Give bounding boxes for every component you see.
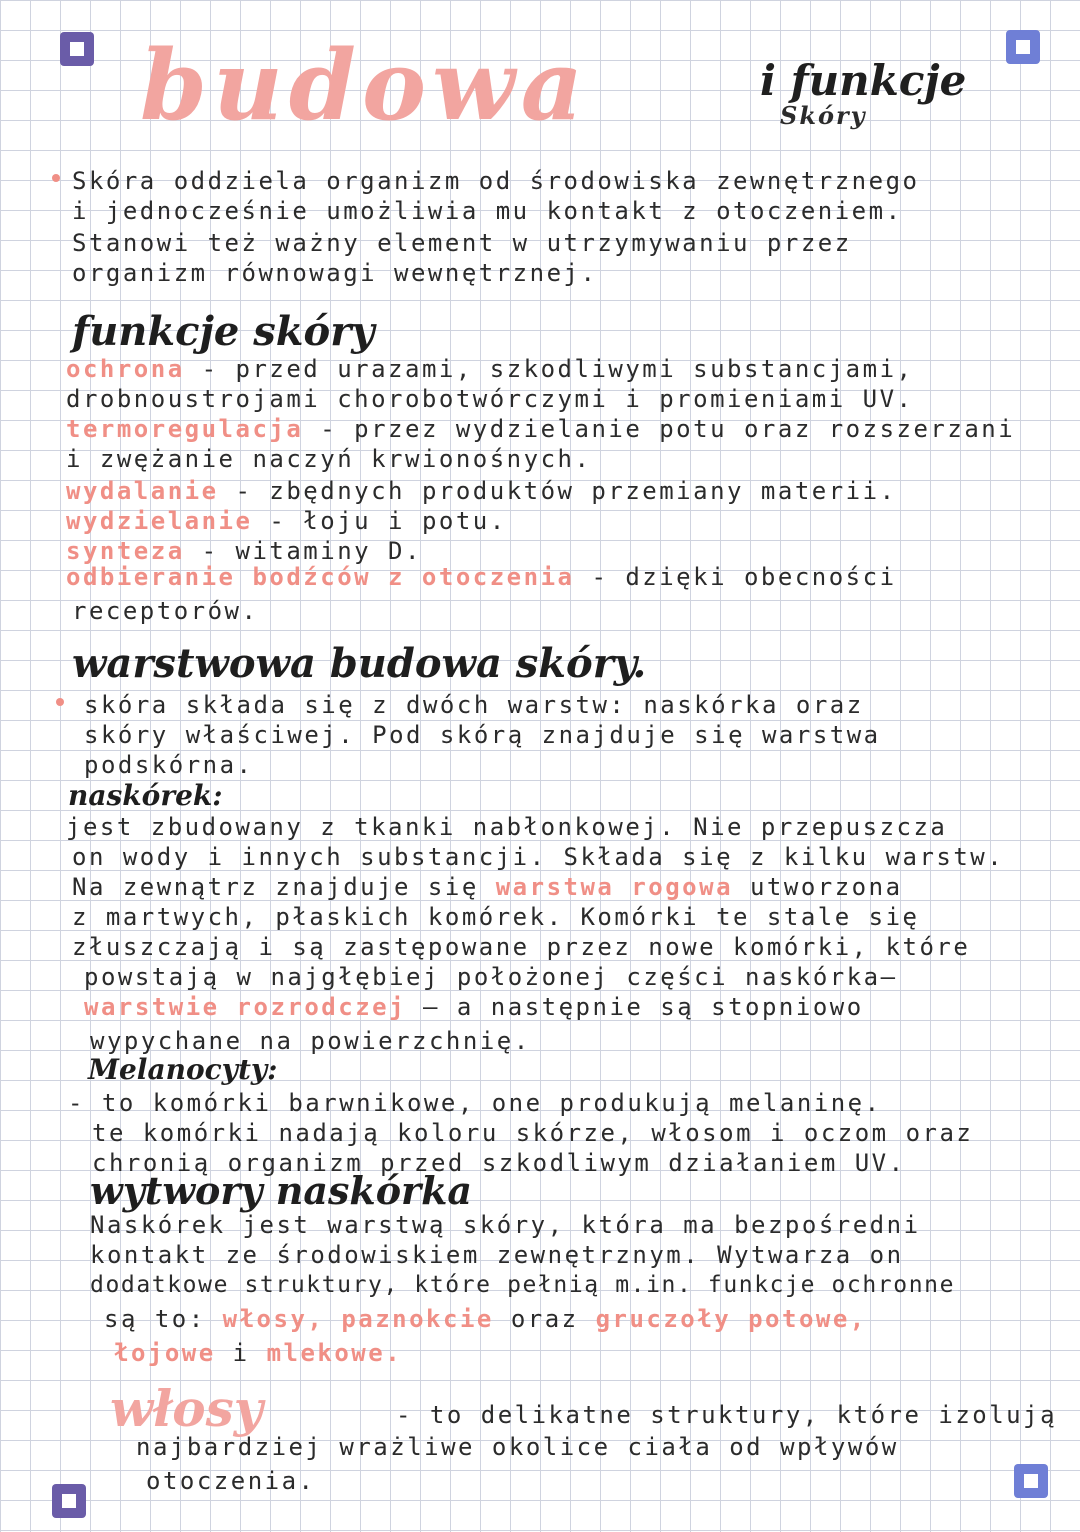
function-thermoregulation-text: - przez wydzielanie potu oraz rozszerzani [320,415,1016,443]
epidermis-line-1: jest zbudowany z tkanki nabłonkowej. Nie przepuszcza [66,813,948,841]
intro-line-2: i jednocześnie umożliwia mu kontakt z otoczeniem. [72,197,903,225]
hair-line-2: najbardziej wrażliwe okolice ciała od wpływów [136,1433,899,1461]
derivatives-line-4b: oraz [510,1305,579,1333]
derivatives-heading: wytwory naskórka [90,1168,473,1213]
epidermis-line-7 [84,992,864,1022]
corner-marker-icon [1024,1474,1038,1488]
epidermis-heading: naskórek: [68,779,223,812]
corner-marker-top-right [1006,30,1040,64]
term-reception: odbieranie bodźców z otoczenia [66,563,575,591]
derivatives-line-5b: i [232,1339,250,1367]
function-protection-text: - przed urazami, szkodliwymi substancjami, [201,355,914,383]
bullet-icon [56,698,64,706]
epidermis-line-2: on wody i innych substancji. Składa się z kilku warstw. [72,843,1005,871]
intro-line-3: Stanowi też ważny element w utrzymywaniu przez [72,229,852,257]
melanocytes-heading: Melanocyty: [88,1053,278,1086]
function-reception-cont: receptorów. [72,597,259,625]
function-protection [66,354,913,384]
term-nails: paznokcie [341,1305,494,1333]
epidermis-line-5: złuszczają i są zastępowane przez nowe komórki, które [72,933,971,961]
function-secretion [66,506,507,536]
hair-line-3: otoczenia. [146,1467,316,1495]
derivatives-line-4 [104,1304,867,1334]
function-protection-cont: drobnoustrojami chorobotwórczymi i promieniami UV. [66,385,914,413]
functions-heading: funkcje skóry [72,308,375,355]
layers-heading: warstwowa budowa skóry. [72,640,647,687]
term-sweat-glands: gruczoły potowe, [595,1305,867,1333]
derivatives-line-1: Naskórek jest warstwą skóry, która ma bezpośredni [90,1211,921,1239]
function-excretion [66,476,897,506]
bullet-icon [52,174,60,182]
epidermis-line-4: z martwych, płaskich komórek. Komórki te stale się [72,903,920,931]
derivatives-line-3: dodatkowe struktury, które pełnią m.in. funkcje ochronne [90,1272,956,1298]
function-synthesis-text: - witaminy D. [201,537,422,565]
term-excretion: wydalanie [66,477,219,505]
melanocytes-line-1: - to komórki barwnikowe, one produkują melaninę. [68,1089,882,1117]
corner-marker-icon [70,42,84,56]
corner-marker-top-left [60,32,94,66]
function-excretion-text: - zbędnych produktów przemiany materii. [235,477,897,505]
layers-line-2: skóry właściwej. Pod skórą znajduje się warstwa [84,721,881,749]
page-title-of-skin: Skóry [780,101,867,130]
derivatives-line-5 [114,1338,402,1368]
term-hair: włosy, [222,1305,325,1333]
epidermis-line-3a: Na zewnątrz znajduje się [72,873,479,901]
corner-marker-icon [1016,40,1030,54]
page-title-and-functions: i funkcje [760,56,967,105]
epidermis-line-7b: — a następnie są stopniowo [423,993,864,1021]
intro-line-1: Skóra oddziela organizm od środowiska zewnętrznego [72,167,920,195]
term-stratum-basale: warstwie rozrodczej [84,993,407,1021]
function-reception-text: - dzięki obecności [591,563,897,591]
term-thermoregulation: termoregulacja [66,415,304,443]
term-secretion: wydzielanie [66,507,253,535]
epidermis-line-8: wypychane na powierzchnię. [90,1027,531,1055]
epidermis-line-3 [72,872,903,902]
term-mammary: mlekowe. [266,1339,403,1367]
term-sebaceous: łojowe [114,1339,216,1367]
function-thermoregulation-cont: i zwężanie naczyń krwionośnych. [66,445,592,473]
function-secretion-text: - łoju i potu. [269,507,507,535]
term-protection: ochrona [66,355,185,383]
layers-line-1: skóra składa się z dwóch warstw: naskórka oraz [84,691,864,719]
function-thermoregulation [66,414,1015,444]
epidermis-line-3b: utworzona [749,873,903,901]
page-title: budowa [140,29,589,142]
melanocytes-line-2: te komórki nadają koloru skórze, włosom i oczom oraz [92,1119,974,1147]
intro-line-4: organizm równowagi wewnętrznej. [72,259,598,287]
corner-marker-icon [62,1494,76,1508]
term-stratum-corneum: warstwa rogowa [495,873,734,901]
corner-marker-bottom-right [1014,1464,1048,1498]
hair-line-1: - to delikatne struktury, które izolują [396,1401,1058,1429]
epidermis-line-6: powstają w najgłębiej położonej części naskórka— [84,963,898,991]
term-synthesis: synteza [66,537,185,565]
hair-heading: włosy [110,1379,263,1438]
melanocytes-line-3: chronią organizm przed szkodliwym działaniem UV. [92,1149,906,1177]
corner-marker-bottom-left [52,1484,86,1518]
function-reception [66,562,897,592]
layers-line-3: podskórna. [84,751,254,779]
derivatives-line-2: kontakt ze środowiskiem zewnętrznym. Wytwarza on [90,1241,904,1269]
derivatives-line-4a: są to: [104,1305,206,1333]
